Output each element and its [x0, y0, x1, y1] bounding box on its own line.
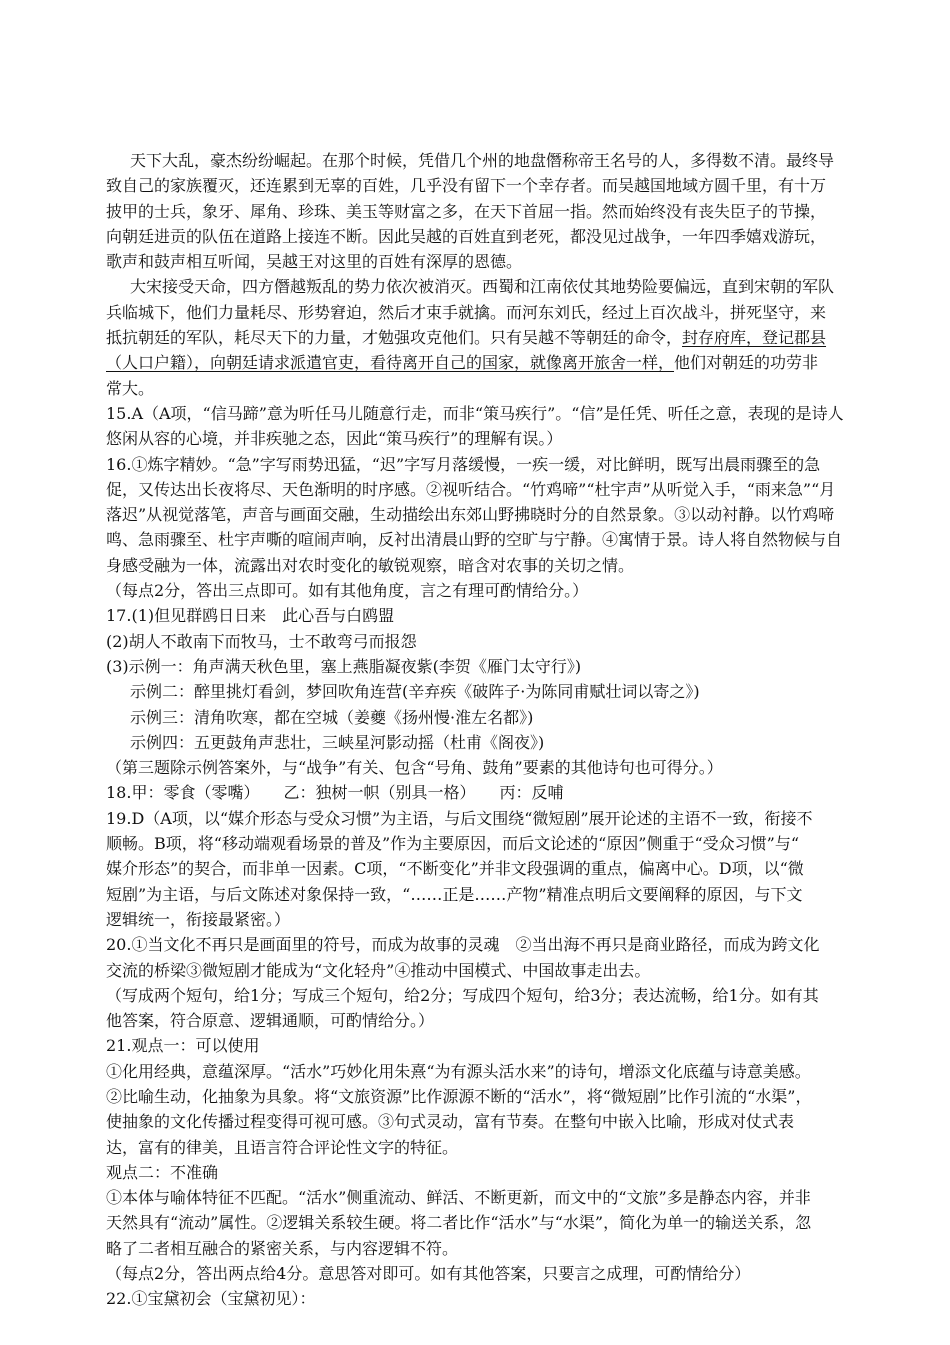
translation-line: 天下大乱，豪杰纷纷崛起。在那个时候，凭借几个州的地盘僭称帝王名号的人，多得数不清。最终导: [130, 151, 835, 170]
translation-line: [106, 350, 850, 375]
answer-line: 达，富有的律美，且语言符合评论性文字的特征。: [106, 1137, 459, 1157]
answer-line: 19.D（A项，以“媒介形态与受众习惯”为主语，与后文围绕“微短剧”展开论述的主语不一致，衔接不: [106, 808, 813, 828]
answer-17: [106, 603, 850, 780]
translation-section: [106, 148, 850, 401]
answer-16: [106, 452, 850, 604]
scoring-note: （每点2分，答出三点即可。如有其他角度，言之有理可酌情给分。）: [106, 581, 589, 601]
answer-22: [106, 1286, 850, 1311]
answer-line: 18.甲：零食（零嘴） 乙：独树一帜（别具一格） 丙：反哺: [106, 783, 564, 803]
scoring-note: （第三题除示例答案外，与“战争”有关、包含“号角、鼓角”要素的其他诗句也可得分。）: [106, 758, 723, 778]
answer-line: ②比喻生动，化抽象为具象。将“文旅资源”比作源源不断的“活水”，将“微短剧”比作引流的“水渠”，: [106, 1086, 812, 1106]
translation-text: 他们对朝廷的功劳非: [674, 353, 819, 373]
answer-21: [106, 1033, 850, 1286]
example-line: 示例三：清角吹寒，都在空城（姜夔《扬州慢·淮左名都》): [130, 707, 534, 727]
answer-line: 观点二：不准确: [106, 1162, 219, 1182]
underlined-text: 封存府库，登记郡县: [682, 328, 827, 348]
translation-line: 兵临城下，他们力量耗尽、形势窘迫，然后才束手就擒。而河东刘氏，经过上百次战斗，拼死坚守，来: [106, 302, 827, 322]
scoring-note: （每点2分，答出两点给4分。意思答对即可。如有其他答案，只要言之成理，可酌情给分）: [106, 1264, 751, 1284]
answer-line: 鸣、急雨骤至、杜宇声嘶的喧闹声响，反衬出清晨山野的空旷与宁静。④寓情于景。诗人将自然物候与自: [106, 530, 843, 550]
answer-line: 逻辑统一，衔接最紧密。）: [106, 909, 291, 929]
answer-line: 20.①当文化不再只是画面里的符号，而成为故事的灵魂 ②当出海不再只是商业路径，而成为跨文化: [106, 935, 820, 955]
answer-line: 短剧”为主语，与后文陈述对象保持一致，“……正是……产物”精准点明后文要阐释的原因，与下文: [106, 884, 803, 904]
answer-line: ①本体与喻体特征不匹配。“活水”侧重流动、鲜活、不断更新，而文中的“文旅”多是静态内容，并非: [106, 1188, 811, 1208]
answer-line: 交流的桥梁③微短剧才能成为“文化轻舟”④推动中国模式、中国故事走出去。: [106, 960, 651, 980]
answer-line: 21.观点一：可以使用: [106, 1036, 260, 1056]
answer-line: 顺畅。B项，将“移动端观看场景的普及”作为主要原因，而后文论述的“原因”侧重于“受众习惯”与“: [106, 834, 800, 854]
translation-text: 抵抗朝廷的军队，耗尽天下的力量，才勉强攻克他们。只有吴越不等朝廷的命令，: [106, 328, 683, 348]
scoring-note: 他答案，符合原意、逻辑通顺，可酌情给分。）: [106, 1011, 435, 1031]
answer-content: [106, 148, 850, 1312]
answer-line: 落迟”从视觉落笔，声音与画面交融，生动描绘出东郊山野拂晓时分的自然景象。③以动衬静。以竹鸡啼: [106, 505, 835, 525]
answer-line: (2)胡人不敢南下而牧马，士不敢弯弓而报怨: [106, 631, 417, 651]
translation-line: 致自己的家族覆灭，还连累到无辜的百姓，几乎没有留下一个幸存者。而吴越国地域方圆千里，有十万: [106, 176, 827, 196]
answer-line: 17.(1)但见群鸥日日来 此心吾与白鸥盟: [106, 606, 395, 626]
answer-19: [106, 806, 850, 932]
answer-line: 16.①炼字精妙。“急”字写雨势迅猛，“迟”字写月落缓慢，一疾一缓，对比鲜明，既写出晨雨骤至的急: [106, 454, 821, 474]
answer-line: ①化用经典，意蕴深厚。“活水”巧妙化用朱熹“为有源头活水来”的诗句，增添文化底蕴与诗意美感。: [106, 1061, 811, 1081]
example-line: 示例二：醉里挑灯看剑，梦回吹角连营(辛弃疾《破阵子·为陈同甫赋壮词以寄之》): [130, 682, 700, 702]
translation-line: 常大。: [106, 378, 155, 398]
translation-line: 向朝廷进贡的队伍在道路上接连不断。因此吴越的百姓直到老死，都没见过战争，一年四季嬉戏游玩，: [106, 226, 827, 246]
answer-15: [106, 401, 850, 452]
answer-18: [106, 780, 850, 805]
answer-line: 使抽象的文化传播过程变得可视可感。③句式灵动，富有节奏。在整句中嵌入比喻，形成对仗式表: [106, 1112, 795, 1132]
answer-line: (3)示例一：角声满天秋色里，塞上燕脂凝夜紫(李贺《雁门太守行》): [106, 656, 582, 676]
answer-line: 天然具有“流动”属性。②逻辑关系较生硬。将二者比作“活水”与“水渠”，简化为单一的输送关系，忽: [106, 1213, 812, 1233]
answer-line: 身感受融为一体，流露出对农时变化的敏锐观察，暗含对农事的关切之情。: [106, 555, 635, 575]
answer-line: 略了二者相互融合的紧密关系，与内容逻辑不符。: [106, 1238, 459, 1258]
answer-line: 媒介形态”的契合，而非单一因素。C项，“不断变化”并非文段强调的重点，偏离中心。D项，以“微: [106, 859, 804, 879]
translation-line: 披甲的士兵，象牙、犀角、珍珠、美玉等财富之多，在天下首屈一指。然而始终没有丧失臣子的节操，: [106, 201, 827, 221]
answer-20: [106, 932, 850, 1033]
answer-line: 促，又传达出长夜将尽、天色渐明的时序感。②视听结合。“竹鸡啼”“杜宇声”从听觉入手，“雨来急”“月: [106, 479, 836, 499]
translation-line: [106, 325, 850, 350]
scoring-note: （写成两个短句，给1分；写成三个短句，给2分；写成四个短句，给3分；表达流畅，给1分。如有其: [106, 985, 819, 1005]
translation-line: 大宋接受天命，四方僭越叛乱的势力依次被消灭。西蜀和江南依仗其地势险要偏远，直到宋朝的军队: [130, 277, 835, 297]
underlined-text: （人口户籍），向朝廷请求派遣官吏，看待离开自己的国家，就像离开旅舍一样，: [106, 353, 675, 373]
example-line: 示例四：五更鼓角声悲壮，三峡星河影动摇（杜甫《阁夜》): [130, 732, 545, 752]
answer-line: 15.A（A项，“信马蹄”意为听任马儿随意行走，而非“策马疾行”。“信”是任凭、听任之意，表现的是诗人: [106, 403, 844, 423]
answer-line: 悠闲从容的心境，并非疾驰之态，因此“策马疾行”的理解有误。）: [106, 429, 563, 449]
translation-line: 歌声和鼓声相互听闻，吴越王对这里的百姓有深厚的恩德。: [106, 252, 523, 272]
answer-line: 22.①宝黛初会（宝黛初见）：: [106, 1289, 316, 1309]
